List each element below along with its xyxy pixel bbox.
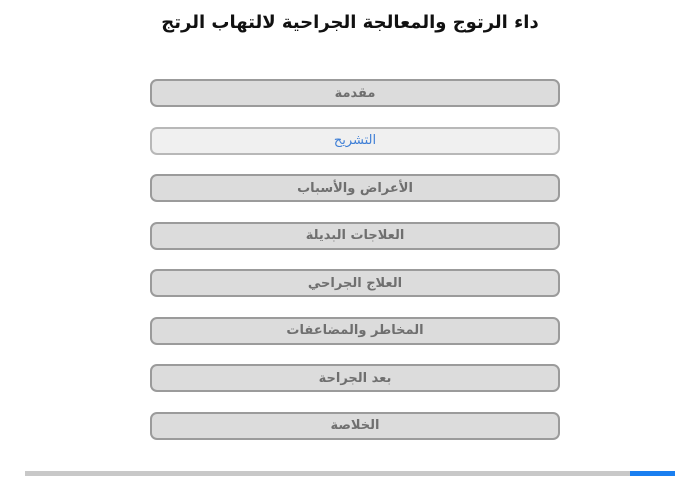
menu-item-after-surgery[interactable] bbox=[150, 364, 560, 392]
page-title: داء الرتوج والمعالجة الجراحية لالتهاب الرتج bbox=[161, 12, 539, 33]
menu-item-label: الخلاصة bbox=[330, 418, 380, 433]
menu-item-label: مقدمة bbox=[334, 85, 376, 101]
menu-item-anatomy[interactable] bbox=[150, 127, 560, 155]
menu-item-introduction[interactable] bbox=[150, 79, 560, 107]
menu-item-symptoms-causes[interactable] bbox=[150, 174, 560, 202]
menu-item-risks-complications[interactable] bbox=[150, 317, 560, 345]
menu-item-label: التشريح bbox=[333, 133, 377, 148]
menu-item-alternative-treatments[interactable] bbox=[150, 222, 560, 250]
menu-item-label: بعد الجراحة bbox=[318, 370, 392, 386]
section-menu bbox=[150, 79, 560, 459]
progress-bar-fill bbox=[630, 471, 676, 476]
menu-item-summary[interactable] bbox=[150, 412, 560, 440]
menu-item-label: المخاطر والمضاعفات bbox=[286, 323, 424, 338]
menu-item-label: العلاجات البديلة bbox=[305, 228, 405, 243]
menu-item-label: العلاج الجراحي bbox=[307, 275, 403, 291]
progress-bar bbox=[25, 471, 675, 476]
menu-item-surgical-treatment[interactable] bbox=[150, 269, 560, 297]
menu-item-label: الأعراض والأسباب bbox=[297, 180, 413, 196]
